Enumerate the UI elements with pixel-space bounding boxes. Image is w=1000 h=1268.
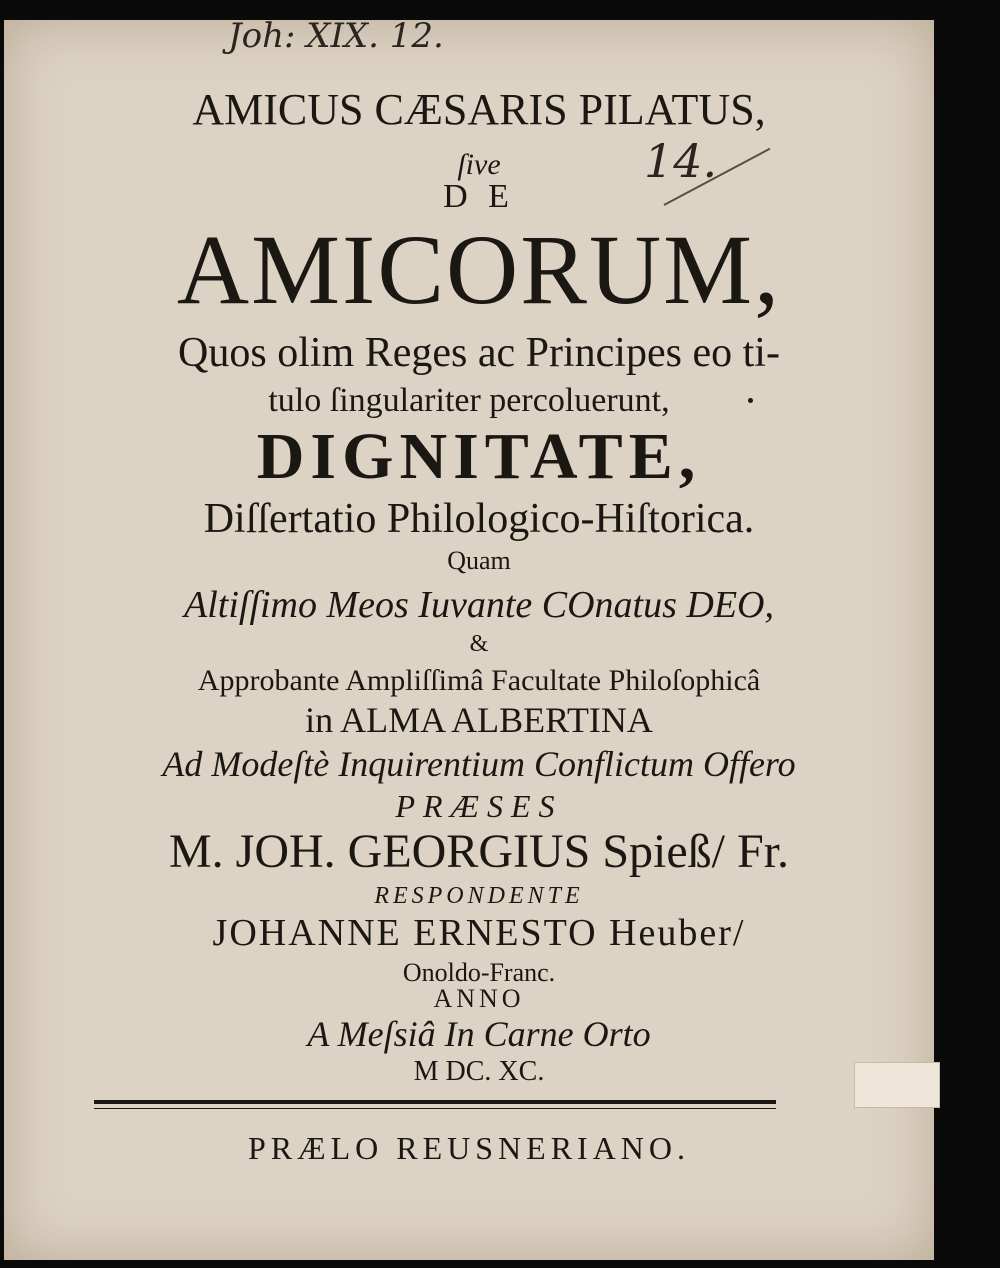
paper-tab — [854, 1062, 940, 1108]
praeses-label: PRÆSES — [395, 788, 563, 824]
title-de: D E — [443, 178, 515, 215]
handwritten-shelfmark: Joh: XIX. 12. — [228, 16, 444, 56]
date-anno: ANNO — [433, 984, 525, 1013]
respondent-name: JOHANNE ERNESTO Heuber/ — [212, 912, 746, 954]
title-amicorum: AMICORUM, — [176, 214, 782, 325]
rule-thin — [94, 1108, 776, 1109]
title-quos: Quos olim Reges ac Principes eo ti- — [178, 330, 780, 376]
imprint: PRÆLO REUSNERIANO. — [247, 1130, 691, 1166]
title-tulo: tulo ſingulariter percoluerunt, — [268, 382, 670, 419]
title-sive: ſive — [457, 148, 501, 181]
rule-thick — [94, 1100, 776, 1104]
respondent-origin: Onoldo-Franc. — [402, 958, 556, 987]
title-page — [4, 16, 934, 1260]
dedication-alma: in ALMA ALBERTINA — [305, 700, 653, 740]
date-year: M DC. XC. — [413, 1056, 545, 1087]
title-dignitate: DIGNITATE, — [256, 420, 702, 493]
date-a-messia: A Meſsiâ In Carne Orto — [307, 1014, 651, 1054]
dedication-approbante: Approbante Ampliſſimâ Facultate Philoſophicâ — [197, 664, 761, 697]
dedication-ad-modeste: Ad Modeſtè Inquirentium Conflictum Offero — [162, 744, 796, 784]
dedication-quam: Quam — [447, 546, 511, 575]
respondente-label: RESPONDENTE — [374, 883, 584, 909]
title-dissertatio: Diſſertatio Philologico-Hiſtorica. — [203, 496, 755, 542]
dedication-ampersand: & — [469, 631, 489, 657]
dedication-altissimo: Altiſſimo Meos Iuvante COnatus DEO, — [184, 584, 774, 626]
praeses-name: M. JOH. GEORGIUS Spieß/ Fr. — [168, 825, 790, 878]
title-line-1: AMICUS CÆSARIS PILATUS, — [192, 85, 766, 134]
handwritten-number: 14. — [644, 134, 718, 188]
